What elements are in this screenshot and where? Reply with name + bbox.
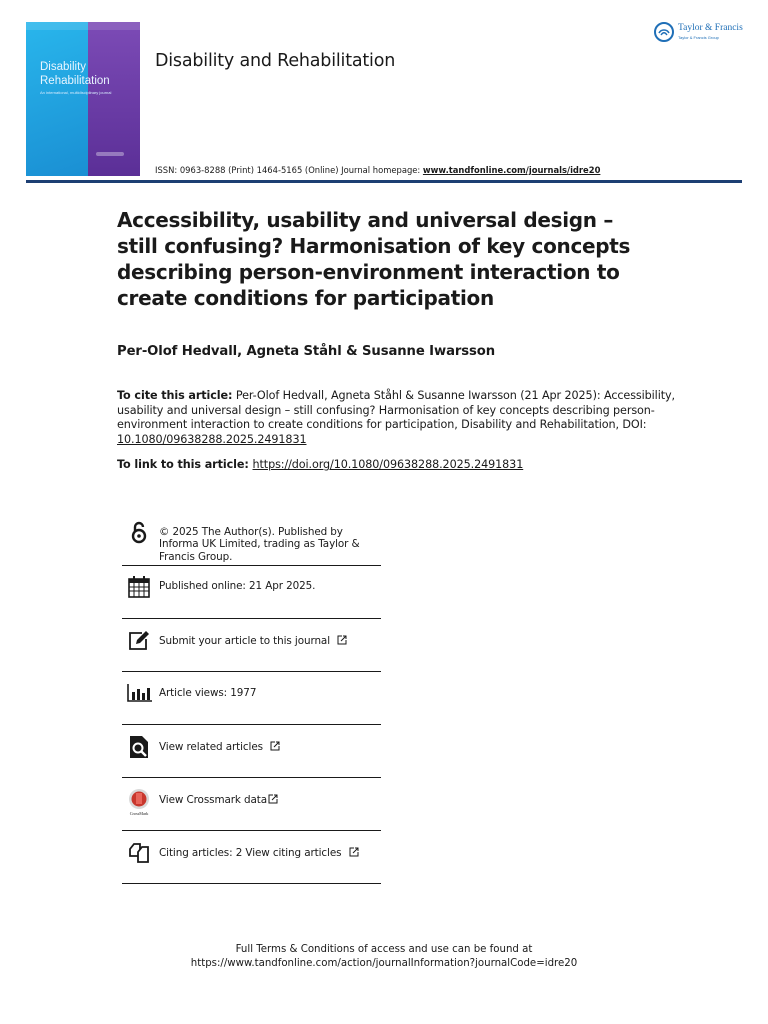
- submit-text: Submit your article to this journal: [159, 635, 330, 647]
- views-row: [122, 672, 381, 725]
- crossmark-logo-text: CrossMark: [129, 811, 149, 816]
- terms-footer: [0, 943, 768, 971]
- open-access-icon: [126, 519, 152, 545]
- footer-line2[interactable]: https://www.tandfonline.com/action/journalInformation?journalCode=idre20: [190, 958, 578, 970]
- citing-text: Citing articles: 2 View citing articles: [159, 847, 342, 859]
- published-text: Published online: 21 Apr 2025.: [159, 580, 316, 592]
- search-document-icon: [126, 734, 152, 760]
- cite-doi-link[interactable]: 10.1080/09638288.2025.2491831: [117, 432, 307, 446]
- link-label: To link to this article:: [117, 458, 253, 471]
- publisher-logo: [654, 22, 749, 48]
- external-link-icon: [270, 741, 280, 751]
- article-authors: Per-Olof Hedvall, Agneta Ståhl & Susanne Iwarsson: [117, 344, 496, 359]
- issn-text: ISSN: 0963-8288 (Print) 1464-5165 (Online) Journal homepage:: [155, 165, 423, 175]
- crossmark-icon: [126, 787, 152, 816]
- journal-homepage-link[interactable]: www.tandfonline.com/journals/idre20: [422, 165, 601, 175]
- license-text: © 2025 The Author(s). Published by Informa UK Limited, trading as Taylor & Francis Group.: [159, 526, 360, 563]
- citing-link[interactable]: [159, 847, 383, 859]
- crossmark-link[interactable]: [159, 794, 383, 806]
- citing-icon: [126, 840, 152, 866]
- article-info-list: [122, 517, 381, 884]
- external-link-icon: [268, 794, 278, 804]
- cite-text: Per-Olof Hedvall, Agneta Ståhl & Susanne Iwarsson (21 Apr 2025): Accessibility, usability and universal design – still confusing? Harmonisation of key concepts describing person-environment interaction to create conditions for participation, Disability and Rehabilitation, DOI:: [117, 389, 675, 432]
- header-divider: [26, 180, 742, 183]
- cover-publisher-mark: [96, 152, 124, 156]
- related-text: View related articles: [159, 741, 263, 753]
- license-row: [122, 517, 381, 566]
- calendar-icon: [126, 574, 152, 600]
- cover-title-line1: Disability: [40, 61, 87, 73]
- publisher-subname: Taylor & Francis Group: [678, 35, 719, 40]
- publisher-name: Taylor & Francis: [678, 23, 743, 33]
- footer-line1: Full Terms & Conditions of access and use can be found at: [235, 944, 533, 955]
- cover-top-band: [26, 22, 140, 30]
- edit-icon: [126, 628, 152, 654]
- tf-logo-icon: [654, 22, 674, 42]
- cite-label: To cite this article:: [117, 389, 233, 402]
- bar-chart-icon: [126, 680, 152, 706]
- citing-row[interactable]: [122, 831, 381, 884]
- article-title: Accessibility, usability and universal design – still confusing? Harmonisation of key concepts describing person-environment interaction to create conditions for participation: [117, 208, 631, 310]
- cover-title-line2: Rehabilitation: [40, 75, 110, 87]
- crossmark-text: View Crossmark data: [159, 794, 268, 806]
- article-doi-link[interactable]: https://doi.org/10.1080/09638288.2025.2491831: [252, 458, 524, 471]
- related-link[interactable]: [159, 741, 383, 753]
- cover-left-panel: [26, 22, 88, 176]
- submit-row[interactable]: [122, 619, 381, 672]
- issn-line: [155, 165, 600, 175]
- citation-block: [117, 389, 677, 447]
- cover-title: [40, 60, 110, 88]
- journal-cover: [26, 22, 140, 176]
- submit-link[interactable]: [159, 635, 383, 647]
- related-row[interactable]: [122, 725, 381, 778]
- external-link-icon: [349, 847, 359, 857]
- article-link-line: [117, 458, 523, 471]
- views-text: Article views: 1977: [159, 687, 257, 699]
- external-link-icon: [337, 635, 347, 645]
- journal-title: Disability and Rehabilitation: [155, 51, 396, 71]
- crossmark-row[interactable]: [122, 778, 381, 831]
- cover-subtitle: An international, multidisciplinary journal: [40, 90, 112, 95]
- published-row: [122, 566, 381, 619]
